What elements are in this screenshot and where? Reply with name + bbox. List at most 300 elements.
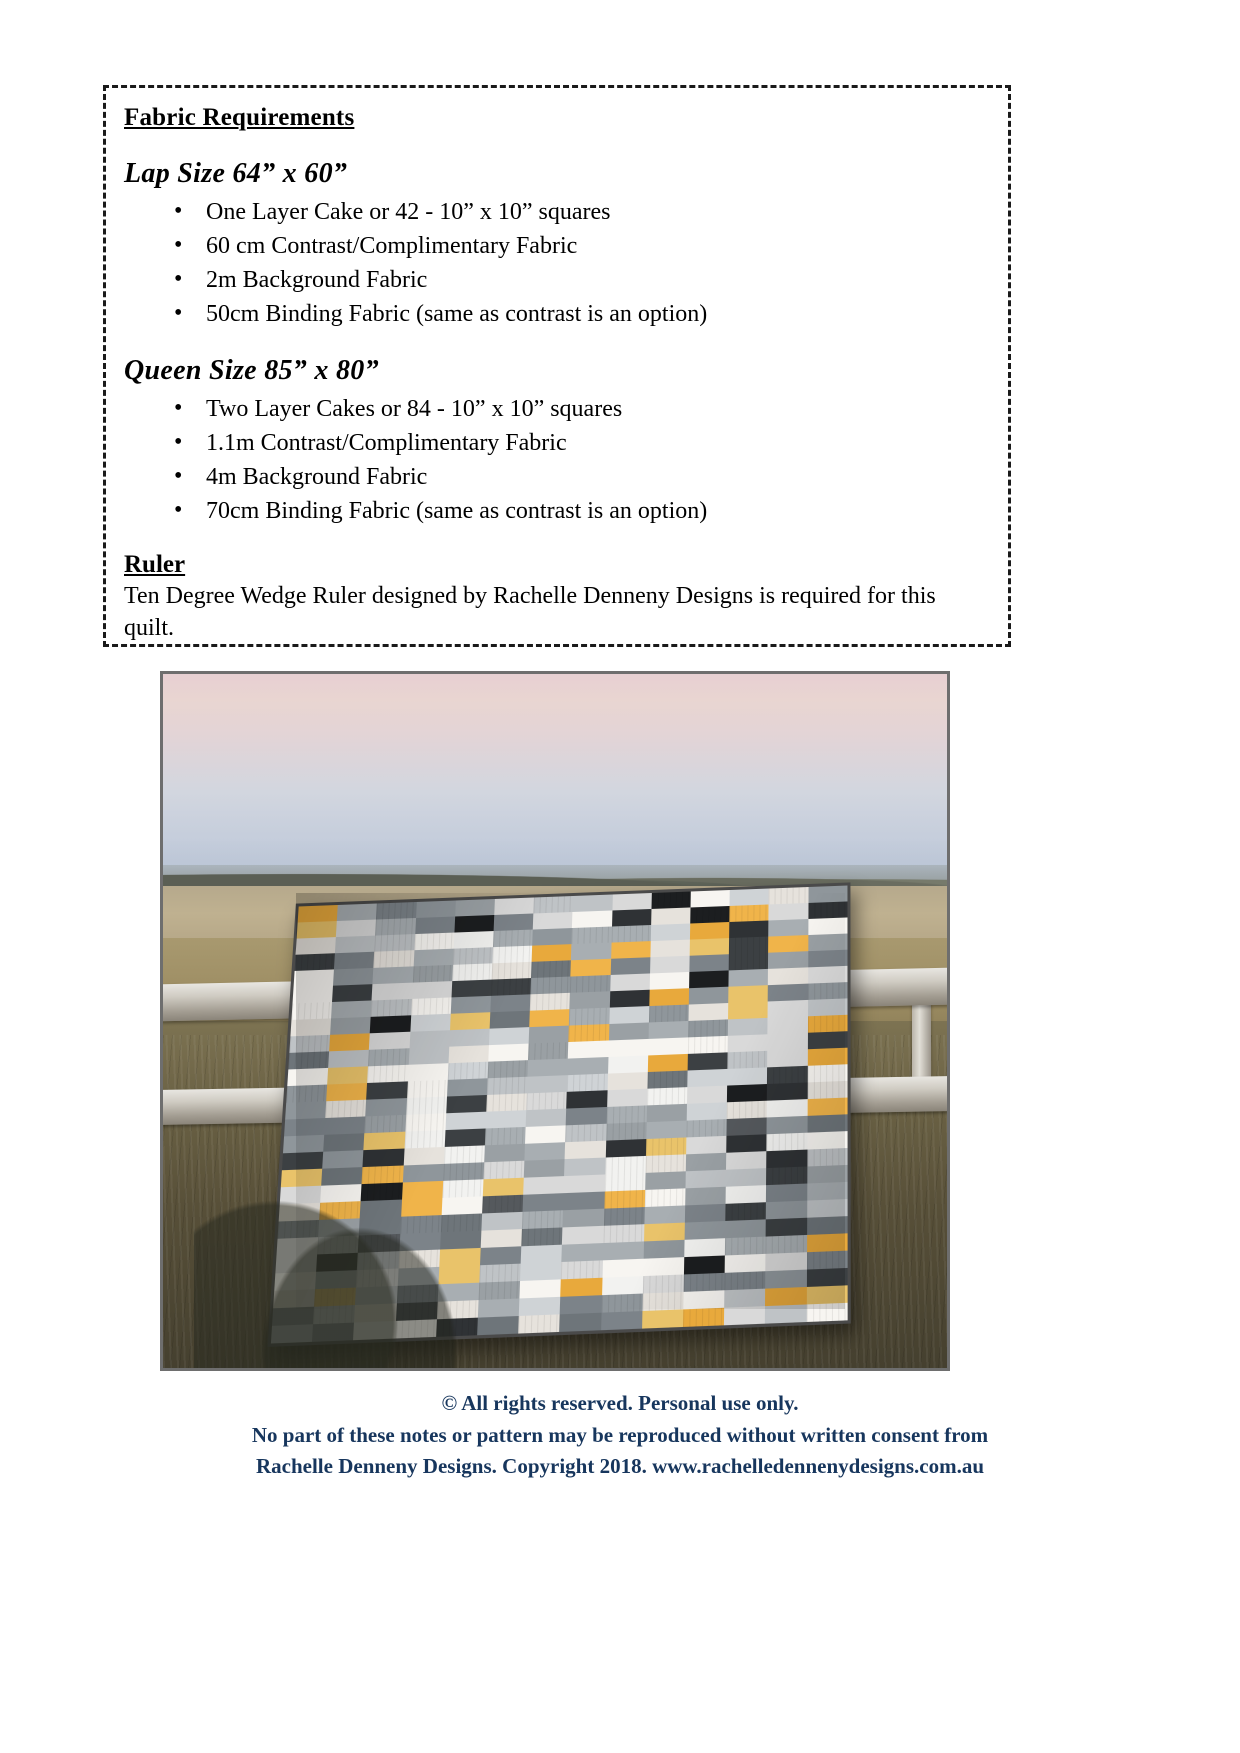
quilt-patch — [416, 900, 456, 918]
quilt-patch — [690, 954, 730, 972]
quilt-patch — [646, 1137, 687, 1156]
quilt-patch — [520, 1262, 562, 1281]
quilt-patch — [686, 1136, 727, 1154]
quilt-patch — [561, 1278, 602, 1297]
quilt-patch — [766, 1287, 807, 1306]
quilt-patch — [369, 1031, 410, 1049]
bullet-icon: • — [174, 462, 183, 489]
quilt-patch — [446, 1095, 487, 1113]
quilt-patch — [446, 1111, 487, 1129]
quilt-patch — [522, 1210, 563, 1229]
list-item — [168, 196, 986, 228]
quilt-patch — [568, 1040, 608, 1058]
quilt-patch — [611, 941, 651, 959]
quilt-patch — [490, 1010, 530, 1028]
quilt-patch — [487, 1076, 528, 1094]
quilt-patch — [296, 937, 336, 955]
quilt-patch — [525, 1142, 566, 1161]
quilt-patch — [650, 972, 690, 990]
quilt-patch — [766, 1218, 807, 1237]
ruler-text: Ten Degree Wedge Ruler designed by Rachelle Denneny Designs is required for this quilt. — [124, 583, 936, 641]
quilt-patch — [808, 1031, 848, 1049]
quilt-patch — [531, 960, 571, 978]
quilt-patch — [482, 1212, 523, 1231]
quilt-patch — [605, 1156, 646, 1175]
quilt-patch — [520, 1279, 562, 1298]
ruler-heading: Ruler — [124, 551, 186, 579]
quilt-patch — [522, 1227, 563, 1246]
quilt-patch — [407, 1080, 448, 1098]
quilt-patch — [523, 1193, 564, 1212]
quilt-patch — [480, 1264, 522, 1283]
quilt-patch — [602, 1276, 643, 1295]
quilt-patch — [648, 1037, 688, 1055]
quilt-patch — [730, 904, 769, 922]
quilt-patch — [567, 1073, 608, 1091]
quilt-patch — [298, 905, 338, 923]
quilt-patch — [808, 933, 847, 951]
quilt-patch — [569, 1007, 609, 1025]
quilt-patch — [808, 885, 847, 902]
quilt-patch — [684, 1238, 725, 1257]
quilt-patch — [564, 1191, 605, 1210]
quilt-patch — [572, 942, 612, 960]
bullet-icon: • — [174, 198, 183, 224]
list-item-label: 2m Background Fabric — [206, 267, 428, 294]
quilt-patch — [650, 955, 690, 973]
quilt-patch — [368, 1065, 409, 1083]
quilt-patch — [377, 902, 417, 920]
quilt-patch — [725, 1271, 766, 1290]
quilt-patch — [729, 952, 769, 970]
quilt-patch — [289, 1051, 330, 1069]
quilt-patch — [808, 1047, 848, 1065]
quilt-patch — [608, 1039, 648, 1057]
quilt-patch — [570, 991, 610, 1009]
quilt-patch — [526, 1108, 567, 1126]
quilt-patch — [450, 1012, 490, 1030]
quilt-patch — [332, 984, 373, 1002]
quilt-patch — [769, 887, 808, 904]
quilt-patch — [644, 1223, 685, 1242]
quilt-patch — [486, 1110, 527, 1128]
quilt-patch — [610, 973, 650, 991]
quilt-patch — [493, 945, 533, 963]
quilt-patch — [295, 953, 336, 971]
queen-size-list — [124, 393, 986, 528]
quilt-patch — [683, 1308, 724, 1327]
quilt-patch — [293, 985, 334, 1003]
quilt-patch — [646, 1154, 687, 1173]
quilt-patch — [807, 1097, 847, 1115]
quilt-patch — [642, 1309, 683, 1328]
quilt-patch — [604, 1207, 645, 1226]
quilt-patch — [486, 1093, 527, 1111]
quilt-patch — [768, 1066, 808, 1084]
quilt-patch — [808, 1014, 848, 1032]
quilt-patch — [807, 1251, 848, 1270]
quilt-patch — [684, 1290, 725, 1309]
quilt-patch — [610, 989, 650, 1007]
quilt-patch — [375, 934, 415, 952]
quilt-patch — [604, 1190, 645, 1209]
quilt-patch — [651, 907, 691, 925]
quilt-patch — [808, 901, 847, 919]
quilt-patch — [649, 1004, 689, 1022]
quilt-patch — [651, 923, 691, 941]
list-item-label: One Layer Cake or 42 - 10” x 10” squares — [206, 199, 611, 225]
quilt-patch — [491, 978, 531, 996]
quilt-patch — [529, 1025, 569, 1043]
quilt-patch — [689, 1003, 729, 1021]
quilt-patch — [685, 1187, 726, 1206]
list-item — [168, 495, 986, 527]
quilt-patch — [485, 1127, 526, 1145]
quilt-patch — [612, 893, 652, 910]
quilt-patch — [483, 1178, 524, 1197]
quilt-patch — [337, 903, 377, 921]
quilt-patch — [769, 903, 808, 921]
list-item — [168, 230, 986, 262]
quilt-patch — [607, 1072, 647, 1090]
quilt-patch — [414, 948, 454, 966]
quilt-patch — [646, 1120, 687, 1138]
quilt-patch — [452, 963, 492, 981]
quilt-patch — [767, 1183, 808, 1202]
quilt-patch — [766, 1252, 807, 1271]
quilt-patch — [649, 988, 689, 1006]
quilt-patch — [482, 1195, 523, 1214]
quilt-patch — [452, 979, 492, 997]
quilt-patch — [534, 896, 574, 913]
quilt-patch — [455, 899, 495, 916]
quilt-patch — [726, 1185, 767, 1204]
quilt-patch — [332, 1000, 373, 1018]
quilt-patch — [645, 1188, 686, 1207]
quilt-patch — [530, 992, 570, 1010]
bullet-icon: • — [174, 428, 183, 455]
quilt-patch — [327, 1083, 368, 1101]
quilt-patch — [688, 1052, 728, 1070]
quilt-patch — [725, 1237, 766, 1256]
quilt-patch — [807, 1131, 847, 1149]
quilt-patch — [691, 890, 730, 907]
quilt-patch — [807, 1285, 848, 1304]
quilt-patch — [730, 920, 769, 938]
quilt-patch — [602, 1259, 643, 1278]
quilt-patch — [561, 1260, 602, 1279]
quilt-patch — [807, 1114, 847, 1132]
quilt-patch — [566, 1124, 607, 1142]
quilt-patch — [728, 1001, 768, 1019]
quilt-patch — [286, 1084, 327, 1102]
quilt-patch — [649, 1021, 689, 1039]
quilt-patch — [690, 938, 730, 956]
quilt-patch — [409, 1030, 450, 1048]
quilt-patch — [411, 997, 451, 1015]
quilt-patch — [601, 1294, 642, 1313]
quilt-patch — [326, 1099, 367, 1117]
quilt-patch — [768, 1000, 808, 1018]
quilt-patch — [477, 1316, 519, 1335]
quilt-patch — [728, 1067, 768, 1085]
quilt-patch — [533, 912, 573, 930]
quilt-patch — [724, 1306, 765, 1325]
quilt-patch — [563, 1209, 604, 1228]
quilt-patch — [611, 957, 651, 975]
quilt-patch — [609, 1022, 649, 1040]
quilt-patch — [647, 1104, 687, 1122]
quilt-patch — [294, 969, 335, 987]
quilt-patch — [767, 1133, 807, 1151]
quilt-patch — [412, 981, 452, 999]
quilt-patch — [525, 1125, 566, 1143]
quilt-patch — [647, 1087, 687, 1105]
quilt-patch — [329, 1050, 370, 1068]
quilt-patch — [567, 1090, 608, 1108]
quilt-patch — [645, 1171, 686, 1190]
quilt-patch — [531, 976, 571, 994]
quilt-patch — [769, 935, 808, 953]
queen-size-heading: Queen Size 85” x 80” — [124, 354, 379, 386]
list-item-label: 1.1m Contrast/Complimentary Fabric — [206, 429, 567, 456]
quilt-patch — [767, 1116, 807, 1134]
quilt-patch — [768, 983, 808, 1001]
quilt-patch — [687, 1102, 727, 1120]
quilt-patch — [727, 1084, 767, 1102]
quilt-patch — [454, 915, 494, 933]
bullet-icon: • — [174, 300, 183, 327]
quilt-patch — [568, 1057, 608, 1075]
quilt-patch — [284, 1118, 325, 1136]
quilt-patch — [727, 1117, 767, 1135]
quilt-patch — [690, 906, 730, 924]
quilt-patch — [648, 1070, 688, 1088]
quilt-patch — [685, 1204, 726, 1223]
list-item-label: Two Layer Cakes or 84 - 10” x 10” squares — [206, 395, 623, 422]
quilt-patch — [807, 1233, 848, 1252]
quilt-patch — [336, 919, 376, 937]
footer-line-3: Rachelle Denneny Designs. Copyright 2018. www.rachelledennenydesigns.com.au — [255, 1454, 985, 1478]
lap-size-list — [124, 196, 986, 331]
quilt-patch — [644, 1205, 685, 1224]
quilt-patch — [448, 1061, 489, 1079]
quilt-patch — [371, 999, 412, 1017]
quilt-patch — [606, 1139, 647, 1158]
quilt-patch — [687, 1085, 727, 1103]
quilt-patch — [447, 1078, 488, 1096]
quilt-patch — [687, 1119, 727, 1137]
quilt-patch — [725, 1289, 766, 1308]
photo-scene — [163, 674, 947, 1368]
quilt-patch — [571, 975, 611, 993]
quilt-patch — [766, 1201, 807, 1220]
fabric-requirements-box — [103, 85, 1011, 647]
quilt-patch — [648, 1054, 688, 1072]
quilt-patch — [767, 1082, 807, 1100]
quilt-patch — [807, 1148, 847, 1167]
quilt-patch — [495, 897, 535, 914]
bullet-icon: • — [174, 394, 183, 421]
list-item-label: 4m Background Fabric — [206, 463, 428, 490]
quilt-patch — [603, 1224, 644, 1243]
quilt-patch — [572, 926, 612, 944]
quilt-patch — [685, 1221, 726, 1240]
quilt-patch — [689, 986, 729, 1004]
list-item — [168, 427, 986, 459]
list-item — [168, 393, 986, 425]
quilt-patch — [562, 1243, 603, 1262]
quilt-patch — [530, 1009, 570, 1027]
quilt-patch — [560, 1313, 602, 1332]
list-item-label: 70cm Binding Fabric (same as contrast is an option) — [206, 498, 708, 525]
quilt-patch — [601, 1311, 643, 1330]
quilt-photo — [160, 671, 950, 1371]
quilt-patch — [366, 1098, 407, 1116]
quilt-patch — [767, 1166, 808, 1185]
quilt-patch — [333, 968, 374, 986]
quilt-patch — [605, 1173, 646, 1192]
quilt-patch — [413, 965, 453, 983]
quilt-patch — [367, 1081, 408, 1099]
quilt-patch — [528, 1058, 569, 1076]
footer-line-1: © All rights reserved. Personal use only. — [441, 1391, 799, 1415]
quilt-patch — [726, 1168, 767, 1187]
quilt-patch — [288, 1068, 329, 1086]
quilt-patch — [728, 1018, 768, 1036]
copyright-footer — [0, 1388, 1240, 1483]
quilt-patch — [807, 1199, 848, 1218]
quilt-patch — [291, 1018, 332, 1036]
quilt-patch — [726, 1202, 767, 1221]
quilt-patch — [484, 1144, 525, 1163]
foreground-shrub — [194, 1139, 461, 1368]
quilt-patch — [478, 1298, 520, 1317]
quilt-patch — [643, 1292, 684, 1311]
quilt-patch — [726, 1151, 767, 1170]
quilt-patch — [527, 1075, 568, 1093]
quilt-patch — [769, 951, 809, 969]
quilt-patch — [643, 1257, 684, 1276]
quilt-patch — [807, 1165, 847, 1184]
quilt-patch — [612, 909, 652, 927]
quilt-patch — [565, 1140, 606, 1159]
quilt-patch — [493, 929, 533, 947]
quilt-patch — [451, 996, 491, 1014]
quilt-patch — [331, 1017, 372, 1035]
quilt-patch — [728, 1034, 768, 1052]
quilt-patch — [686, 1170, 727, 1189]
quilt-patch — [409, 1046, 450, 1064]
quilt-patch — [573, 894, 613, 911]
footer-line-2: No part of these notes or pattern may be reproduced without written consent from — [251, 1422, 989, 1447]
quilt-patch — [609, 1006, 649, 1024]
quilt-patch — [563, 1226, 604, 1245]
quilt-patch — [533, 928, 573, 946]
quilt-patch — [726, 1219, 767, 1238]
quilt-patch — [453, 947, 493, 965]
quilt-patch — [808, 949, 847, 967]
quilt-patch — [481, 1229, 522, 1248]
quilt-patch — [807, 1216, 848, 1235]
quilt-patch — [607, 1105, 648, 1123]
quilt-patch — [328, 1066, 369, 1084]
quilt-patch — [808, 982, 848, 1000]
quilt-patch — [727, 1134, 767, 1152]
quilt-patch — [768, 1049, 808, 1067]
list-item-label: 60 cm Contrast/Complimentary Fabric — [206, 233, 578, 260]
quilt-patch — [560, 1295, 602, 1314]
quilt-patch — [650, 939, 690, 957]
quilt-patch — [688, 1036, 728, 1054]
quilt-patch — [603, 1241, 644, 1260]
quilt-patch — [725, 1254, 766, 1273]
quilt-patch — [729, 985, 769, 1003]
quilt-patch — [532, 944, 572, 962]
page-title: Fabric Requirements — [124, 104, 355, 131]
quilt-patch — [479, 1281, 521, 1300]
quilt-patch — [571, 958, 611, 976]
quilt-patch — [528, 1042, 568, 1060]
quilt-patch — [729, 936, 769, 954]
quilt-patch — [807, 1268, 848, 1287]
quilt-patch — [410, 1013, 451, 1031]
quilt-patch — [768, 1016, 808, 1034]
quilt-patch — [767, 1149, 807, 1168]
bullet-icon: • — [174, 232, 183, 259]
quilt-patch — [369, 1048, 410, 1066]
quilt-patch — [690, 922, 730, 940]
quilt-patch — [330, 1033, 371, 1051]
quilt-patch — [405, 1113, 446, 1131]
quilt-patch — [519, 1297, 561, 1316]
quilt-patch — [521, 1245, 562, 1264]
quilt-patch — [608, 1055, 648, 1073]
quilt-patch — [414, 932, 454, 950]
quilt-patch — [373, 966, 413, 984]
quilt-patch — [374, 950, 414, 968]
quilt-patch — [406, 1096, 447, 1114]
quilt-patch — [489, 1043, 530, 1061]
quilt-patch — [607, 1088, 648, 1106]
quilt-patch — [573, 910, 613, 928]
quilt-patch — [727, 1100, 767, 1118]
quilt-patch — [644, 1240, 685, 1259]
quilt-patch — [684, 1273, 725, 1292]
quilt-patch — [766, 1270, 807, 1289]
quilt-patch — [292, 1002, 333, 1020]
quilt-patch — [491, 994, 531, 1012]
quilt-patch — [808, 1081, 848, 1099]
quilt-patch — [376, 918, 416, 936]
quilt-patch — [729, 969, 769, 987]
quilt-patch — [807, 1303, 848, 1322]
quilt-patch — [768, 1032, 808, 1050]
quilt-patch — [686, 1153, 727, 1172]
quilt-patch — [611, 925, 651, 943]
quilt-patch — [365, 1115, 406, 1133]
quilt-patch — [807, 1182, 848, 1201]
quilt-patch — [524, 1176, 565, 1195]
quilt-patch — [488, 1060, 529, 1078]
quilt-patch — [527, 1092, 568, 1110]
quilt-patch — [689, 970, 729, 988]
list-item — [168, 298, 986, 330]
quilt-patch — [297, 921, 337, 939]
quilt-patch — [808, 998, 848, 1016]
quilt-patch — [335, 935, 375, 953]
list-item — [168, 461, 986, 493]
